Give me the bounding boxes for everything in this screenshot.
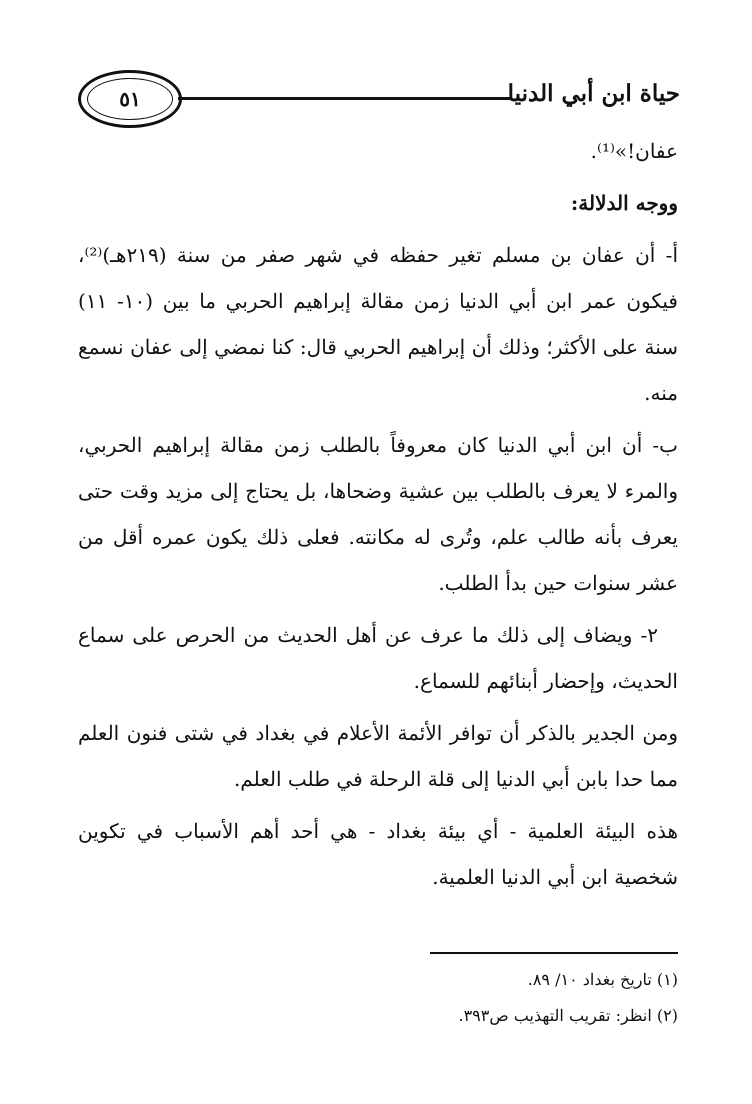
running-title: حياة ابن أبي الدنيا [507,80,680,107]
header-rule [178,97,510,100]
paragraph-4: هذه البيئة العلمية - أي بيئة بغداد - هي أحد أهم الأسباب في تكوين شخصية ابن أبي الدنيا العلمية. [78,819,678,889]
main-text [78,128,678,900]
page-number: ٥١ [119,87,141,111]
paragraph-b: ب- أن ابن أبي الدنيا كان معروفاً بالطلب زمن مقالة إبراهيم الحربي، والمرء لا يعرف بالطلب بين عشية وضحاها، بل يحتاج إلى مزيد وقت حتى يعرف بأنه طالب علم، وتُرى له مكانته. فعلى ذلك يكون عمره أقل من عشر سنوات حين بدأ الطلب. [78,433,678,595]
paragraph-3: ومن الجدير بالذكر أن توافر الأئمة الأعلام في بغداد في شتى فنون العلم مما حدا بابن أبي الدنيا إلى قلة الرحلة في طلب العلم. [78,721,678,791]
page-header [78,70,680,134]
footnotes [78,962,678,1034]
page-number-badge-inner [87,78,173,120]
continued-line: عفان!»⁽¹⁾. [590,139,678,163]
footnote-1: (١) تاريخ بغداد ١٠/ ٨٩. [527,970,678,989]
footnote-2: (٢) انظر: تقريب التهذيب ص٣٩٣. [458,1006,678,1025]
footnote-separator [430,952,678,954]
section-heading: ووجه الدلالة: [570,191,678,215]
page-number-badge [78,70,182,128]
paragraph-2: ٢- ويضاف إلى ذلك ما عرف عن أهل الحديث من الحرص على سماع الحديث، وإحضار أبنائهم للسماع. [78,623,678,693]
paragraph-a: أ- أن عفان بن مسلم تغير حفظه في شهر صفر من سنة (٢١٩هـ)⁽²⁾، فيكون عمر ابن أبي الدنيا زمن مقالة إبراهيم الحربي ما بين (١٠- ١١) سنة على الأكثر؛ وذلك أن إبراهيم الحربي قال: كنا نمضي إلى عفان نسمع منه. [78,243,678,405]
